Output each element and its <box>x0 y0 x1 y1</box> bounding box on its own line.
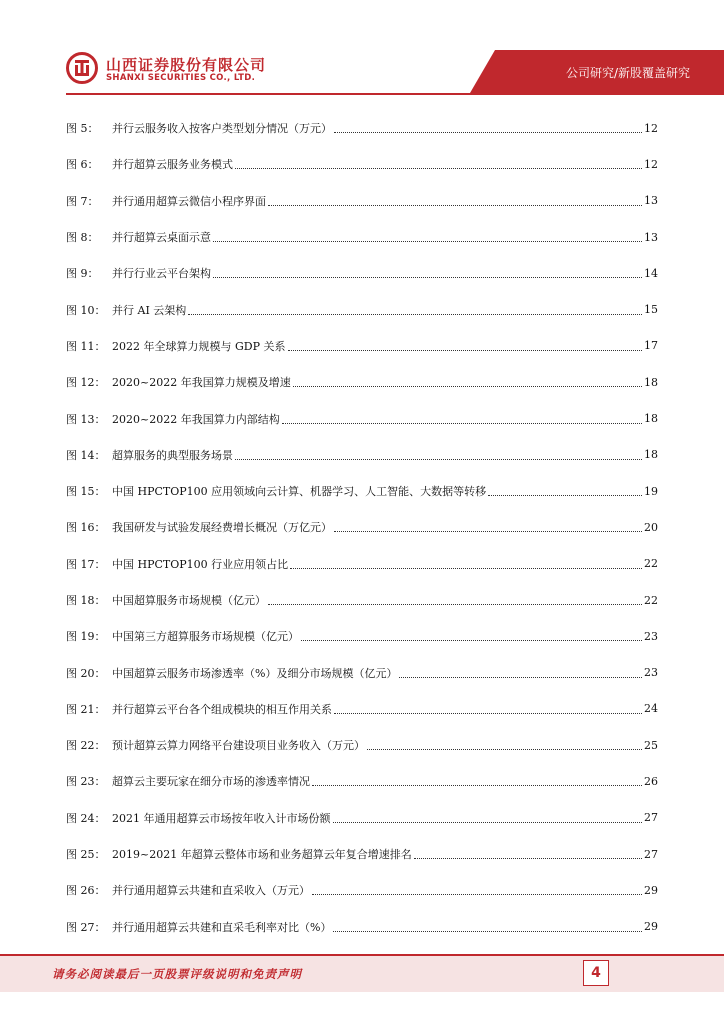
figure-number: 图 25： <box>66 848 106 862</box>
figure-title: 并行行业云平台架构 <box>112 267 211 281</box>
page-ref: 29 <box>644 883 658 897</box>
dot-leader <box>293 385 642 387</box>
page-ref: 12 <box>644 157 658 171</box>
figure-title: 2022 年全球算力规模与 GDP 关系 <box>112 339 286 353</box>
figure-title: 并行通用超算云微信小程序界面 <box>112 194 266 208</box>
page-ref: 18 <box>644 412 658 426</box>
page-ref: 23 <box>644 629 658 643</box>
toc-item[interactable] <box>66 110 658 146</box>
dot-leader <box>334 712 642 714</box>
figure-number: 图 15： <box>66 485 106 499</box>
figure-number: 图 11： <box>66 339 106 353</box>
dot-leader <box>282 422 642 424</box>
figure-number: 图 18： <box>66 594 106 607</box>
page-ref: 23 <box>644 666 658 680</box>
toc-item[interactable] <box>66 800 658 836</box>
page-ref: 15 <box>644 303 658 317</box>
figure-title: 预计超算云算力网络平台建设项目业务收入（万元） <box>112 739 365 753</box>
page-ref: 20 <box>644 520 658 534</box>
toc-item[interactable] <box>66 582 658 618</box>
toc-item[interactable] <box>66 727 658 763</box>
page-ref: 19 <box>644 484 658 498</box>
toc-item[interactable] <box>66 291 658 327</box>
toc-item[interactable] <box>66 909 658 945</box>
figure-title: 并行通用超算云共建和直采收入（万元） <box>112 884 310 898</box>
dot-leader <box>312 893 642 895</box>
dot-leader <box>334 530 642 532</box>
figure-number: 图 12： <box>66 376 106 390</box>
page-ref: 12 <box>644 121 658 135</box>
company-name-en: SHANXI SECURITIES CO., LTD. <box>106 73 256 83</box>
dot-leader <box>312 784 642 786</box>
dot-leader <box>399 676 642 678</box>
toc-item[interactable] <box>66 763 658 799</box>
toc-item[interactable] <box>66 509 658 545</box>
figure-number: 图 26： <box>66 884 106 898</box>
dot-leader <box>334 131 642 133</box>
toc-item[interactable] <box>66 618 658 654</box>
dot-leader <box>367 748 642 750</box>
figure-title: 并行超算云桌面示意 <box>112 231 211 245</box>
company-name-cn: 山西证券股份有限公司 <box>106 56 267 74</box>
figure-title: 中国 HPCTOP100 行业应用领占比 <box>112 557 289 571</box>
dot-leader <box>235 458 642 460</box>
page-ref: 17 <box>644 339 658 353</box>
toc-item[interactable] <box>66 146 658 182</box>
figure-number: 图 13： <box>66 412 106 426</box>
dot-leader <box>213 276 642 278</box>
toc-item[interactable] <box>66 836 658 872</box>
dot-leader <box>301 639 642 641</box>
page-ref: 27 <box>644 847 658 861</box>
page-ref: 29 <box>644 920 658 934</box>
shanxi-securities-logo-icon <box>66 52 98 84</box>
page-ref: 18 <box>644 448 658 462</box>
toc-item[interactable] <box>66 328 658 364</box>
figure-title: 并行云服务收入按客户类型划分情况（万元） <box>112 122 332 136</box>
dot-leader <box>268 603 642 605</box>
toc-item[interactable] <box>66 255 658 291</box>
figure-title: 2020~2022 年我国算力内部结构 <box>112 412 280 426</box>
dot-leader <box>235 167 642 169</box>
dot-leader <box>414 857 642 859</box>
figure-title: 并行超算云平台各个组成模块的相互作用关系 <box>112 702 332 716</box>
figure-title: 中国第三方超算服务市场规模（亿元） <box>112 630 299 644</box>
figure-number: 图 23： <box>66 775 106 789</box>
page-ref: 18 <box>644 375 658 389</box>
toc-item[interactable] <box>66 654 658 690</box>
header-divider <box>66 93 724 95</box>
toc-item[interactable] <box>66 872 658 908</box>
page-ref: 25 <box>644 738 658 752</box>
figure-list <box>66 110 658 945</box>
figure-title: 我国研发与试验发展经费增长概况（万亿元） <box>112 521 332 535</box>
figure-number: 图 16： <box>66 521 106 535</box>
dot-leader <box>488 494 642 496</box>
toc-item[interactable] <box>66 437 658 473</box>
figure-title: 并行通用超算云共建和直采毛利率对比（%） <box>112 920 332 934</box>
figure-title: 超算云主要玩家在细分市场的渗透率情况 <box>112 775 310 789</box>
figure-number: 图 8： <box>66 231 99 245</box>
toc-item[interactable] <box>66 183 658 219</box>
figure-number: 图 27： <box>66 920 106 934</box>
toc-item[interactable] <box>66 400 658 436</box>
page-ref: 26 <box>644 774 658 788</box>
dot-leader <box>290 567 642 569</box>
page-ref: 14 <box>644 266 658 280</box>
dot-leader <box>268 204 642 206</box>
page-header <box>0 0 724 100</box>
disclaimer-note: 请务必阅读最后一页股票评级说明和免责声明 <box>52 967 302 981</box>
figure-number: 图 21： <box>66 702 106 716</box>
header-banner-shape <box>0 0 724 100</box>
page-ref: 22 <box>644 557 658 571</box>
dot-leader <box>188 313 642 315</box>
figure-number: 图 6： <box>66 158 99 172</box>
figure-title: 中国超算服务市场规模（亿元） <box>112 594 266 607</box>
figure-number: 图 22： <box>66 739 106 753</box>
report-category: 公司研究/新股覆盖研究 <box>565 66 690 80</box>
figure-number: 图 19： <box>66 630 106 644</box>
figure-title: 并行超算云服务业务模式 <box>112 158 233 172</box>
figure-number: 图 5： <box>66 122 99 136</box>
page-ref: 24 <box>644 702 658 716</box>
figure-number: 图 24： <box>66 811 106 825</box>
toc-item[interactable] <box>66 546 658 582</box>
toc-item[interactable] <box>66 364 658 400</box>
figure-title: 2019~2021 年超算云整体市场和业务超算云年复合增速排名 <box>112 848 412 862</box>
dot-leader <box>333 930 642 932</box>
toc-item[interactable] <box>66 691 658 727</box>
figure-title: 中国 HPCTOP100 应用领域向云计算、机器学习、人工智能、大数据等转移 <box>112 485 487 499</box>
figure-title: 超算服务的典型服务场景 <box>112 448 233 462</box>
figure-title: 2021 年通用超算云市场按年收入计市场份额 <box>112 811 331 825</box>
figure-number: 图 17： <box>66 557 106 571</box>
page-ref: 22 <box>644 593 658 607</box>
toc-item[interactable] <box>66 219 658 255</box>
figure-title: 中国超算云服务市场渗透率（%）及细分市场规模（亿元） <box>112 666 398 680</box>
dot-leader <box>213 240 642 242</box>
dot-leader <box>288 349 643 351</box>
page-ref: 27 <box>644 811 658 825</box>
page-ref: 13 <box>644 194 658 208</box>
figure-number: 图 9： <box>66 267 99 281</box>
dot-leader <box>333 821 643 823</box>
figure-number: 图 14： <box>66 448 106 462</box>
figure-number: 图 20： <box>66 666 106 680</box>
page-ref: 13 <box>644 230 658 244</box>
page-number: 4 <box>583 960 609 986</box>
figure-title: 并行 AI 云架构 <box>112 303 187 317</box>
toc-item[interactable] <box>66 473 658 509</box>
figure-title: 2020~2022 年我国算力规模及增速 <box>112 376 291 390</box>
figure-number: 图 7： <box>66 194 99 208</box>
figure-number: 图 10： <box>66 303 106 317</box>
